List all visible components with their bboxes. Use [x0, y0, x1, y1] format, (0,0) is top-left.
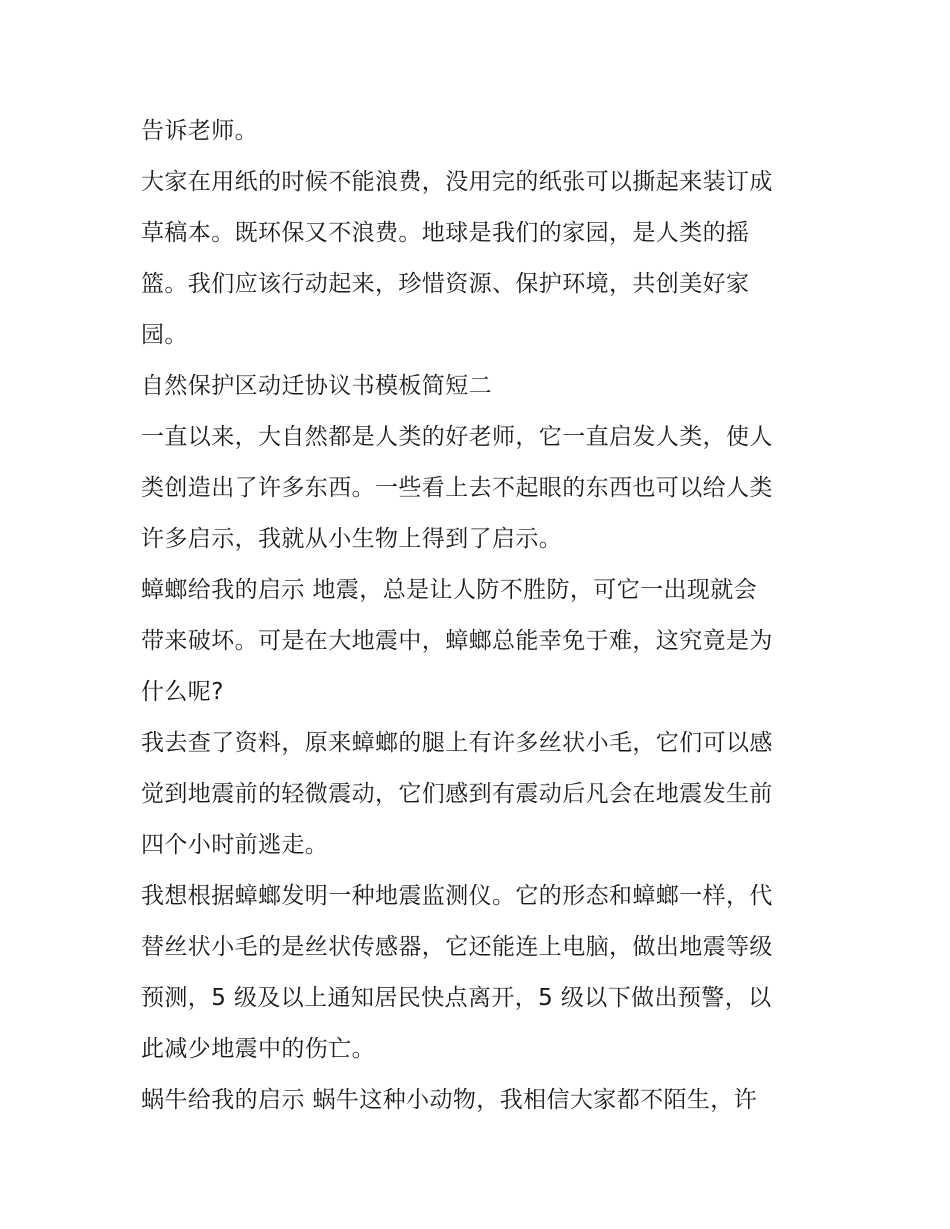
- section-heading: 自然保护区动迁协议书模板简短二: [141, 373, 492, 399]
- text-line: 带来破坏。可是在大地震中，蟑螂总能幸免于难，这究竟是为: [141, 628, 773, 654]
- text-line: 蟑螂给我的启示 地震，总是让人防不胜防，可它一出现就会: [141, 577, 758, 603]
- text-line: 什么呢?: [141, 679, 224, 705]
- text-line: 我想根据蟑螂发明一种地震监测仪。它的形态和蟑螂一样，代: [141, 883, 773, 909]
- text-line: 替丝状小毛的是丝状传感器，它还能连上电脑，做出地震等级: [141, 934, 773, 960]
- text-line: 许多启示，我就从小生物上得到了启示。: [141, 526, 563, 552]
- text-line: 此减少地震中的伤亡。: [141, 1036, 375, 1062]
- text-line: 大家在用纸的时候不能浪费，没用完的纸张可以撕起来装订成: [141, 169, 773, 195]
- text-line: 园。: [141, 322, 188, 348]
- text-line: 觉到地震前的轻微震动，它们感到有震动后凡会在地震发生前: [141, 781, 773, 807]
- text-line: 预测，5 级及以上通知居民快点离开，5 级以下做出预警，以: [141, 985, 772, 1011]
- text-line: 我去查了资料，原来蟑螂的腿上有许多丝状小毛，它们可以感: [141, 730, 773, 756]
- document-body: [141, 106, 821, 1126]
- text-line: 篮。我们应该行动起来，珍惜资源、保护环境，共创美好家: [141, 271, 750, 297]
- text-line: 类创造出了许多东西。一些看上去不起眼的东西也可以给人类: [141, 475, 773, 501]
- text-line: 蜗牛给我的启示 蜗牛这种小动物，我相信大家都不陌生，许: [141, 1087, 758, 1113]
- text-line: 告诉老师。: [141, 118, 258, 144]
- text-line: 草稿本。既环保又不浪费。地球是我们的家园，是人类的摇: [141, 220, 750, 246]
- text-line: 四个小时前逃走。: [141, 832, 329, 858]
- text-line: 一直以来，大自然都是人类的好老师，它一直启发人类，使人: [141, 424, 773, 450]
